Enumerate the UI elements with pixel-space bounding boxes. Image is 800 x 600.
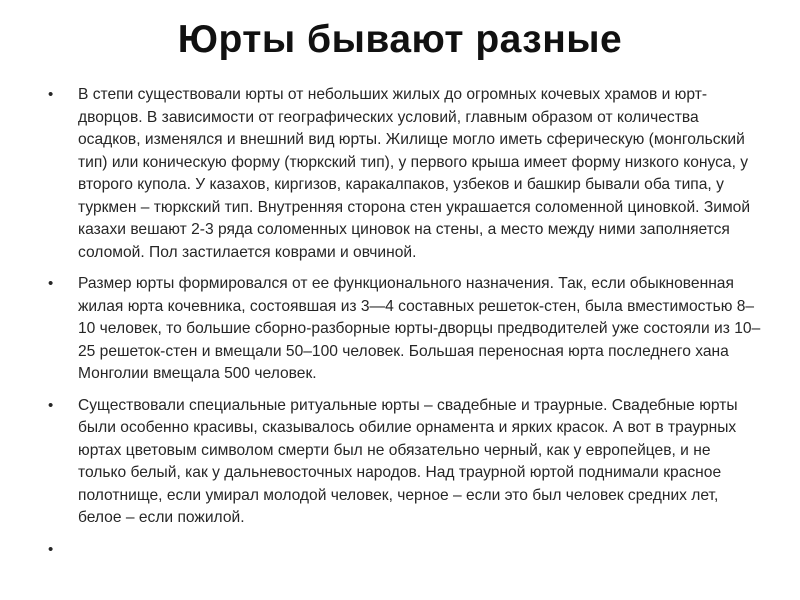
paragraph-text: Размер юрты формировался от ее функционального назначения. Так, если обыкновенная жилая юрта кочевника, состоявшая из 3—4 составных решеток-стен, была вместимостью 8–10 человек, то большие сборно-разборные юрты-дворцы предводителей уже состояли из 10–25 решеток-стен и вмещали 50–100 человек. Большая переносная юрта последнего хана Монголии вмещала 500 человек. [78, 275, 761, 382]
list-item [40, 395, 762, 530]
slide-title: Юрты бывают разные [177, 18, 623, 61]
bullet-icon: • [48, 275, 54, 292]
paragraph-text: Существовали специальные ритуальные юрты – свадебные и траурные. Свадебные юрты были особенно красивы, сказывалось обилие орнамента и ярких красок. А вот в траурных юртах цветовым символом смерти был не обязательно черный, как у европейцев, и не только белый, как у дальневосточных народов. Над траурной юртой поднимали красное полотнище, если умирал молодой человек, черное – если это был человек средних лет, белое – если пожилой. [78, 396, 738, 526]
bullet-icon: • [48, 86, 54, 103]
list-item [40, 273, 762, 386]
list-item [40, 84, 762, 264]
bullet-icon: • [48, 540, 54, 558]
bullet-list [40, 84, 762, 570]
paragraph-text: В степи существовали юрты от небольших жилых до огромных кочевых храмов и юрт-дворцов. В зависимости от географических условий, главным образом от количества осадков, изменялся и внешний вид юрты. Жилище могло иметь сферическую (монгольский тип) или коническую форму (тюркский тип), у первого крыша имеет форму низкого конуса, у второго купола. У казахов, киргизов, каракалпаков, узбеков и башкир бывали оба типа, у туркмен – тюркский тип. Внутренняя сторона стен украшается соломенной циновкой. Зимой казахи вешают 2-3 ряда соломенных циновок на стены, а место между ними заполняется соломой. Пол застилается коврами и овчиной. [78, 86, 751, 261]
list-item-empty [40, 539, 762, 561]
bullet-icon: • [48, 396, 54, 414]
